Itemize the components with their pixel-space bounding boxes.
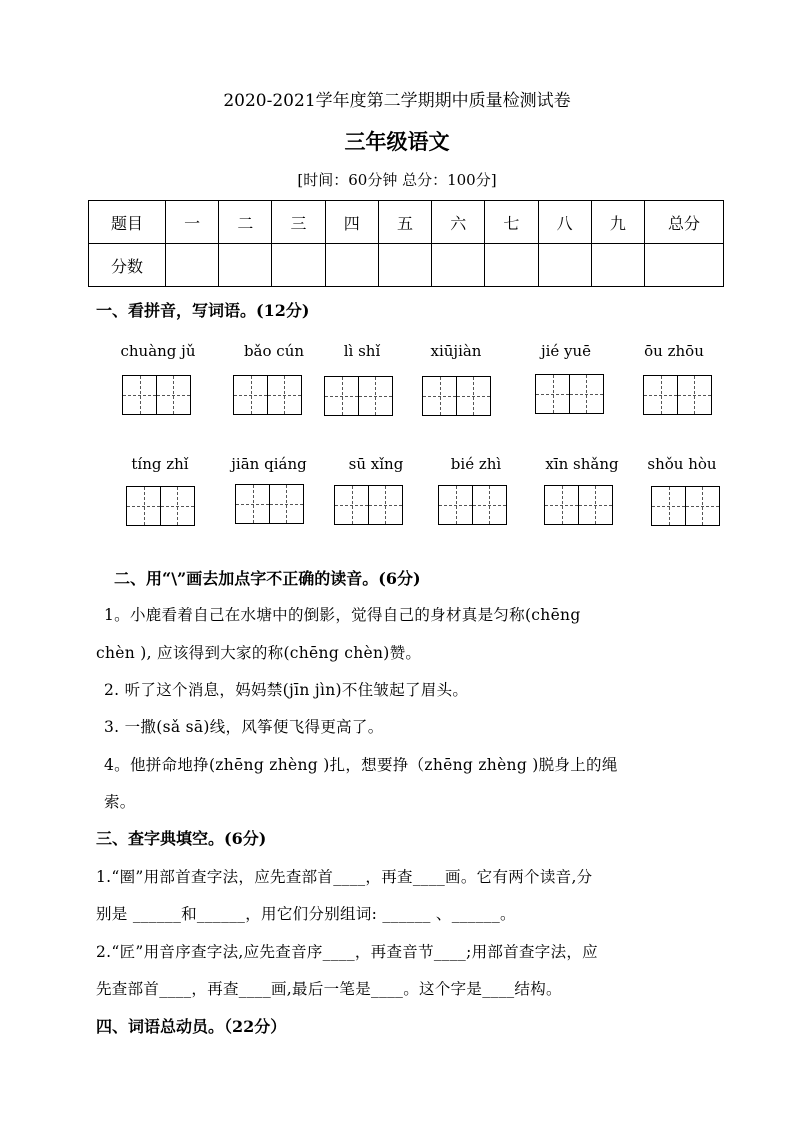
writing-cell[interactable]: [544, 485, 579, 525]
writing-cell[interactable]: [685, 486, 720, 526]
writing-cell[interactable]: [160, 486, 195, 526]
writing-grid[interactable]: [122, 375, 191, 415]
header-cell: 五: [378, 201, 431, 244]
score-table-header-row: [89, 201, 724, 244]
question-2-4-line-1: 4。他拼命地挣(zhēng zhèng )扎，想要挣（zhēng zhèng )脱身上的绳: [104, 756, 618, 774]
writing-cell[interactable]: [438, 485, 473, 525]
writing-cell[interactable]: [358, 376, 393, 416]
row-label: 分数: [89, 244, 166, 287]
score-cell: [378, 244, 431, 287]
writing-grid[interactable]: [643, 375, 712, 415]
writing-cell[interactable]: [269, 484, 304, 524]
header-cell: 题目: [89, 201, 166, 244]
pinyin-label: shǒu hòu: [647, 455, 717, 473]
writing-cell[interactable]: [569, 374, 604, 414]
writing-cell[interactable]: [233, 375, 268, 415]
score-cell: [538, 244, 591, 287]
pinyin-label: jié yuē: [540, 342, 592, 360]
score-cell: [485, 244, 538, 287]
question-3-1-line-1: 1.“圈”用部首查字法，应先查部首____，再查____画。它有两个读音,分: [96, 868, 593, 886]
score-cell: [166, 244, 219, 287]
writing-cell[interactable]: [535, 374, 570, 414]
writing-cell[interactable]: [126, 486, 161, 526]
time-info: [时间：60分钟 总分：100分]: [297, 171, 497, 189]
score-cell: [432, 244, 485, 287]
score-cell: [591, 244, 644, 287]
header-cell: 七: [485, 201, 538, 244]
question-2-1-line-1: 1。小鹿看着自己在水塘中的倒影，觉得自己的身材真是匀称(chēng: [104, 606, 581, 624]
header-cell: 九: [591, 201, 644, 244]
writing-grid[interactable]: [126, 486, 195, 526]
writing-cell[interactable]: [235, 484, 270, 524]
question-3-2-line-1: 2.“匠”用音序查字法,应先查音序____，再查音节____;用部首查字法，应: [96, 943, 598, 961]
pinyin-label: jiān qiáng: [231, 455, 307, 473]
writing-cell[interactable]: [677, 375, 712, 415]
writing-grid[interactable]: [233, 375, 302, 415]
section-2-title: 二、用“\”画去加点字不正确的读音。(6分): [114, 569, 421, 588]
writing-cell[interactable]: [324, 376, 359, 416]
header-cell: 总分: [645, 201, 724, 244]
pinyin-label: sū xǐng: [348, 455, 404, 473]
writing-grid[interactable]: [324, 376, 393, 416]
pinyin-label: bié zhì: [450, 455, 502, 473]
question-3-1-line-2: 别是 ______和______，用它们分别组词: ______ 、______。: [96, 905, 516, 923]
writing-cell[interactable]: [651, 486, 686, 526]
header-cell: 三: [272, 201, 325, 244]
score-cell: [645, 244, 724, 287]
writing-cell[interactable]: [267, 375, 302, 415]
pinyin-label: chuàng jǔ: [120, 342, 196, 360]
writing-grid[interactable]: [544, 485, 613, 525]
header-cell: 一: [166, 201, 219, 244]
score-cell: [325, 244, 378, 287]
writing-cell[interactable]: [334, 485, 369, 525]
writing-cell[interactable]: [156, 375, 191, 415]
score-table-score-row: [89, 244, 724, 287]
writing-grid[interactable]: [422, 376, 491, 416]
writing-cell[interactable]: [472, 485, 507, 525]
header-cell: 八: [538, 201, 591, 244]
header-cell: 二: [219, 201, 272, 244]
writing-cell[interactable]: [456, 376, 491, 416]
question-2-1-line-2: chèn ), 应该得到大家的称(chēng chèn)赞。: [96, 644, 422, 662]
section-4-title: 四、词语总动员。（22分）: [96, 1017, 287, 1036]
question-3-2-line-2: 先查部首____，再查____画,最后一笔是____。这个字是____结构。: [96, 980, 562, 998]
writing-grid[interactable]: [235, 484, 304, 524]
writing-grid[interactable]: [651, 486, 720, 526]
writing-cell[interactable]: [422, 376, 457, 416]
pinyin-label: bǎo cún: [243, 342, 305, 360]
writing-cell[interactable]: [122, 375, 157, 415]
question-2-4-line-2: 索。: [104, 793, 136, 811]
question-2-2: 2. 听了这个消息，妈妈禁(jīn jìn)不住皱起了眉头。: [104, 681, 469, 699]
subject-title: 三年级语文: [344, 129, 450, 154]
writing-cell[interactable]: [578, 485, 613, 525]
writing-grid[interactable]: [334, 485, 403, 525]
score-cell: [272, 244, 325, 287]
pinyin-label: ōu zhōu: [644, 342, 704, 360]
writing-grid[interactable]: [535, 374, 604, 414]
score-cell: [219, 244, 272, 287]
header-cell: 四: [325, 201, 378, 244]
score-table: [88, 200, 724, 287]
pinyin-label: xīn shǎng: [545, 455, 619, 473]
pinyin-label: lì shǐ: [343, 342, 381, 360]
writing-grid[interactable]: [438, 485, 507, 525]
header-cell: 六: [432, 201, 485, 244]
pinyin-label: tíng zhǐ: [131, 455, 189, 473]
question-2-3: 3. 一撒(sǎ sā)线，风筝便飞得更高了。: [104, 718, 384, 736]
writing-cell[interactable]: [643, 375, 678, 415]
writing-cell[interactable]: [368, 485, 403, 525]
pinyin-label: xiūjiàn: [430, 342, 482, 360]
section-1-title: 一、看拼音，写词语。(12分): [96, 301, 310, 320]
section-3-title: 三、查字典填空。(6分): [96, 829, 267, 848]
exam-title: 2020-2021学年度第二学期期中质量检测试卷: [223, 91, 571, 111]
